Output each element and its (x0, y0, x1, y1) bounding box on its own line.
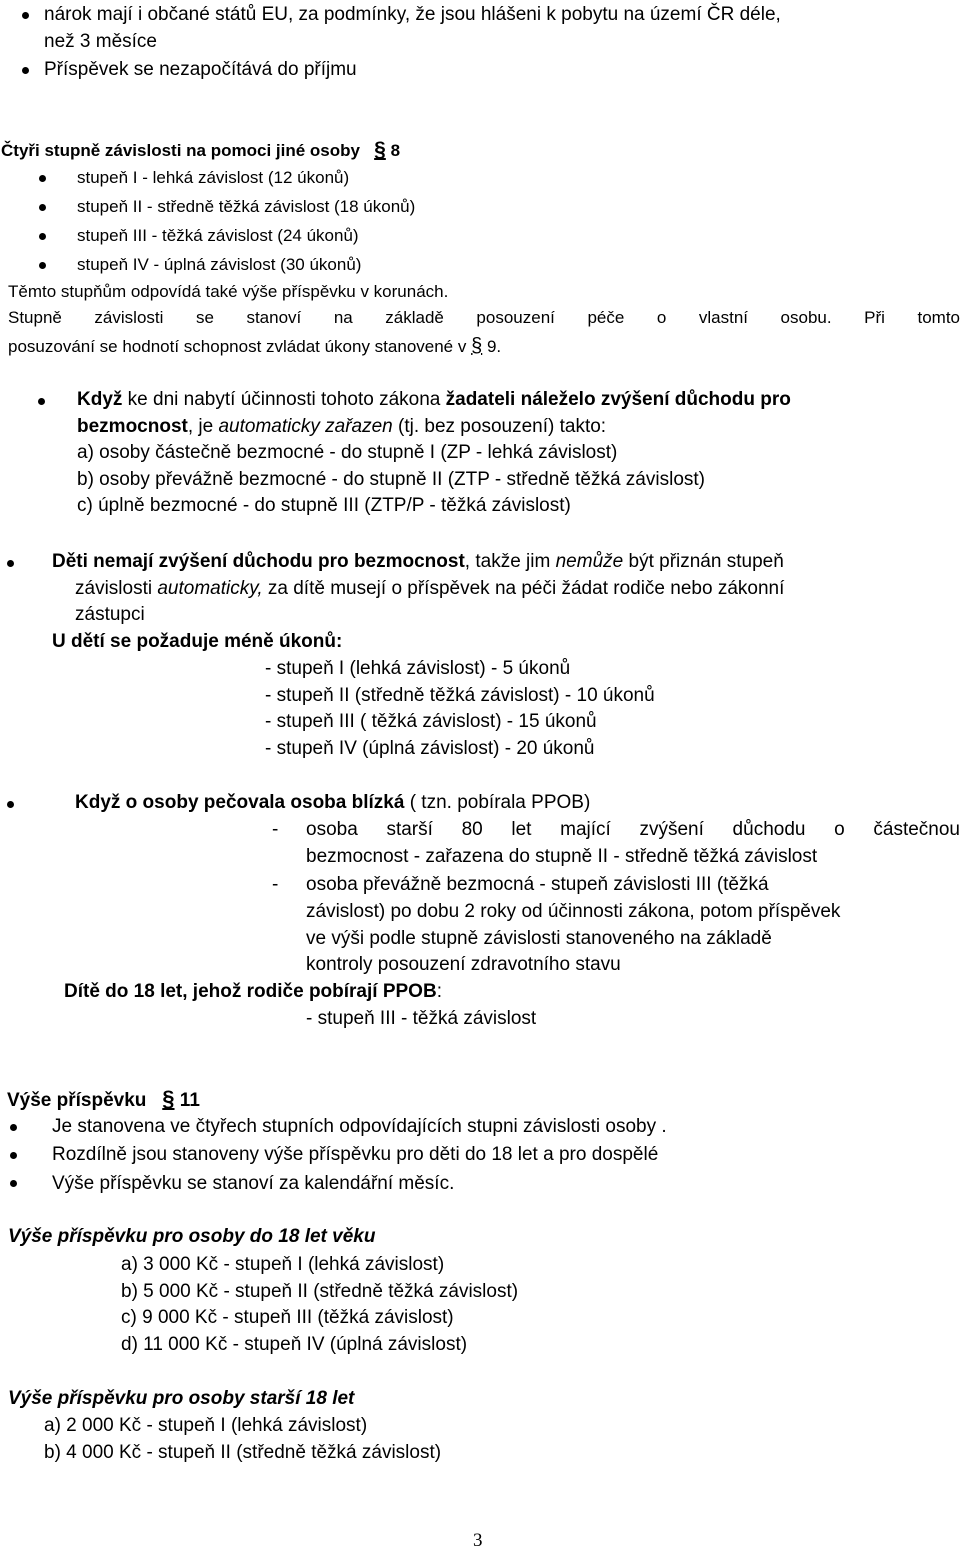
paragraph-continuation: bezmocnost, je automaticky zařazen (tj. bez posouzení) takto: (77, 416, 607, 437)
list-dash: - (272, 874, 279, 895)
paragraph-continuation: posuzování se hodnotí schopnost zvládat úkony stanovené v § 9. (8, 335, 502, 357)
list-item: - stupeň IV (úplná závislost) - 20 úkonů (265, 738, 595, 759)
paragraph: Když o osoby pečovala osoba blízká ( tzn. pobírala PPOB) (75, 792, 591, 813)
paragraph: Když ke dni nabytí účinnosti tohoto zákona žadateli náleželo zvýšení důchodu pro (77, 389, 791, 410)
bullet-icon (39, 233, 46, 240)
bullet-icon (38, 398, 45, 405)
bullet-icon (39, 175, 46, 182)
paragraph-continuation: zástupci (75, 604, 145, 625)
section-sign: § (162, 1086, 175, 1111)
section-heading: Čtyři stupně závislosti na pomoci jiné osoby § 8 (1, 138, 401, 161)
list-item-continuation: bezmocnost - zařazena do stupně II - středně těžká závislost (306, 846, 818, 867)
list-item: - stupeň I (lehká závislost) - 5 úkonů (265, 658, 571, 679)
list-item: - stupeň III - těžká závislost (306, 1008, 537, 1029)
section-heading: Výše příspěvku § 11 (7, 1086, 200, 1111)
section-sign: § (374, 138, 386, 161)
list-item-continuation: než 3 měsíce (44, 31, 157, 52)
list-item-continuation: ve výši podle stupně závislosti stanoveného na základě (306, 928, 772, 949)
bullet-icon (39, 204, 46, 211)
list-item: osoba starší 80 let mající zvýšení důchodu o částečnou (306, 819, 960, 840)
bullet-icon (10, 1124, 17, 1131)
page-number: 3 (473, 1530, 483, 1551)
list-item-continuation: kontroly posouzení zdravotního stavu (306, 954, 621, 975)
list-item: c) 9 000 Kč - stupeň III (těžká závislost) (121, 1307, 454, 1328)
list-item: - stupeň II (středně těžká závislost) - 10 úkonů (265, 685, 655, 706)
list-item: b) 5 000 Kč - stupeň II (středně těžká závislost) (121, 1281, 519, 1302)
list-item: nárok mají i občané států EU, za podmínky, že jsou hlášeni k pobytu na území ČR déle, (44, 4, 781, 25)
list-item: stupeň I - lehká závislost (12 úkonů) (77, 168, 350, 187)
paragraph: Stupně závislosti se stanoví na základě posouzení péče o vlastní osobu. Při tomto (8, 308, 960, 327)
list-item: a) 2 000 Kč - stupeň I (lehká závislost) (44, 1415, 368, 1436)
list-item: a) osoby částečně bezmocné - do stupně I (ZP - lehká závislost) (77, 442, 618, 463)
bullet-icon (39, 262, 46, 269)
list-item: osoba převážně bezmocná - stupeň závislosti III (těžká (306, 874, 769, 895)
list-item: d) 11 000 Kč - stupeň IV (úplná závislost) (121, 1334, 468, 1355)
list-item: Příspěvek se nezapočítává do příjmu (44, 59, 357, 80)
list-item: Výše příspěvku se stanoví za kalendářní měsíc. (52, 1173, 455, 1194)
list-item: stupeň IV - úplná závislost (30 úkonů) (77, 255, 362, 274)
list-item: Rozdílně jsou stanoveny výše příspěvku pro děti do 18 let a pro dospělé (52, 1144, 659, 1165)
bullet-icon (22, 67, 29, 74)
bullet-icon (10, 1180, 17, 1187)
section-sign: § (471, 335, 483, 357)
list-item: c) úplně bezmocné - do stupně III (ZTP/P - těžká závislost) (77, 495, 571, 516)
list-item: stupeň II - středně těžká závislost (18 úkonů) (77, 197, 416, 216)
list-item: - stupeň III ( těžká závislost) - 15 úkonů (265, 711, 597, 732)
list-item: b) osoby převážně bezmocné - do stupně II (ZTP - středně těžká závislost) (77, 469, 705, 490)
list-dash: - (272, 819, 279, 840)
paragraph-continuation: závislosti automaticky, za dítě musejí o příspěvek na péči žádat rodiče nebo zákonní (75, 578, 785, 599)
paragraph: Děti nemají zvýšení důchodu pro bezmocnost, takže jim nemůže být přiznán stupeň (52, 551, 784, 572)
list-item: b) 4 000 Kč - stupeň II (středně těžká závislost) (44, 1442, 442, 1463)
section-heading: Výše příspěvku pro osoby starší 18 let (8, 1388, 355, 1409)
list-item: a) 3 000 Kč - stupeň I (lehká závislost) (121, 1254, 445, 1275)
section-heading: Výše příspěvku pro osoby do 18 let věku (8, 1226, 376, 1247)
list-item-continuation: závislost) po dobu 2 roky od účinnosti zákona, potom příspěvek (306, 901, 841, 922)
bullet-icon (7, 801, 14, 808)
paragraph: Těmto stupňům odpovídá také výše příspěvku v korunách. (8, 282, 449, 301)
bullet-icon (22, 12, 29, 19)
bullet-icon (10, 1152, 17, 1159)
list-item: stupeň III - těžká závislost (24 úkonů) (77, 226, 359, 245)
sub-heading: Dítě do 18 let, jehož rodiče pobírají PPOB: (64, 981, 442, 1002)
bullet-icon (7, 560, 14, 567)
sub-heading: U dětí se požaduje méně úkonů: (52, 631, 343, 652)
list-item: Je stanovena ve čtyřech stupních odpovídajících stupni závislosti osoby . (52, 1116, 667, 1137)
